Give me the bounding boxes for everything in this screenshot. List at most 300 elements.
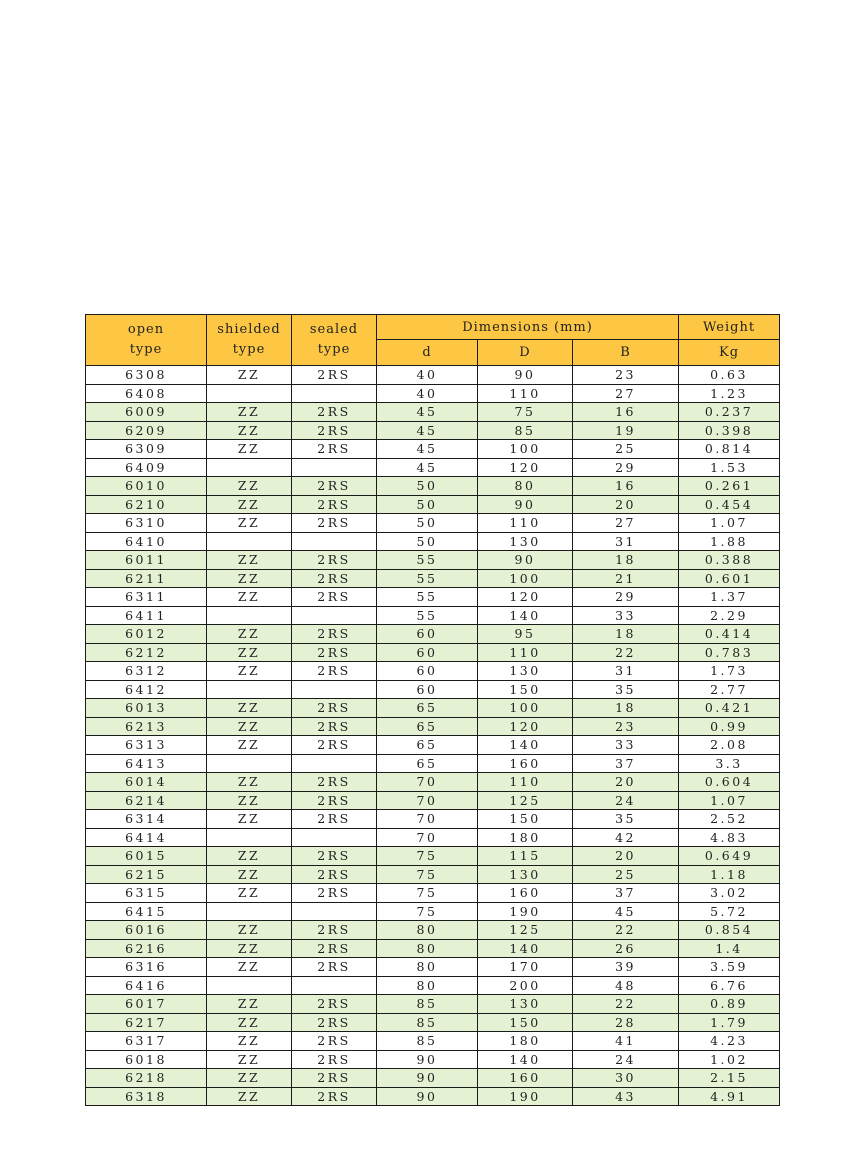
cell-sealed-type bbox=[292, 458, 377, 477]
table-body bbox=[86, 366, 780, 1106]
cell-sealed-type: 2RS bbox=[292, 958, 377, 977]
cell-open-type: 6012 bbox=[86, 625, 207, 644]
cell-open-type: 6018 bbox=[86, 1050, 207, 1069]
cell-inner-diameter: 55 bbox=[377, 606, 478, 625]
cell-weight: 4.91 bbox=[679, 1087, 780, 1106]
cell-shielded-type: ZZ bbox=[207, 847, 292, 866]
cell-width: 25 bbox=[573, 440, 679, 459]
cell-outer-diameter: 110 bbox=[478, 384, 573, 403]
cell-shielded-type: ZZ bbox=[207, 366, 292, 385]
cell-sealed-type: 2RS bbox=[292, 403, 377, 422]
cell-weight: 6.76 bbox=[679, 976, 780, 995]
table-header bbox=[86, 315, 780, 366]
header-sealed-type bbox=[292, 315, 377, 366]
cell-weight: 0.99 bbox=[679, 717, 780, 736]
cell-outer-diameter: 140 bbox=[478, 939, 573, 958]
bearing-spec-table bbox=[85, 314, 780, 1106]
cell-open-type: 6314 bbox=[86, 810, 207, 829]
cell-open-type: 6410 bbox=[86, 532, 207, 551]
table-row bbox=[86, 902, 780, 921]
cell-sealed-type bbox=[292, 754, 377, 773]
cell-inner-diameter: 60 bbox=[377, 662, 478, 681]
cell-shielded-type: ZZ bbox=[207, 662, 292, 681]
cell-inner-diameter: 75 bbox=[377, 902, 478, 921]
cell-outer-diameter: 180 bbox=[478, 1032, 573, 1051]
cell-inner-diameter: 80 bbox=[377, 921, 478, 940]
cell-inner-diameter: 50 bbox=[377, 514, 478, 533]
cell-open-type: 6409 bbox=[86, 458, 207, 477]
cell-weight: 2.52 bbox=[679, 810, 780, 829]
cell-shielded-type: ZZ bbox=[207, 995, 292, 1014]
cell-sealed-type: 2RS bbox=[292, 921, 377, 940]
cell-outer-diameter: 150 bbox=[478, 680, 573, 699]
cell-outer-diameter: 120 bbox=[478, 588, 573, 607]
cell-inner-diameter: 60 bbox=[377, 680, 478, 699]
cell-shielded-type: ZZ bbox=[207, 736, 292, 755]
table-row bbox=[86, 1087, 780, 1106]
cell-sealed-type: 2RS bbox=[292, 421, 377, 440]
table-row bbox=[86, 736, 780, 755]
cell-width: 23 bbox=[573, 717, 679, 736]
table-row bbox=[86, 384, 780, 403]
cell-inner-diameter: 40 bbox=[377, 384, 478, 403]
table-row bbox=[86, 662, 780, 681]
cell-open-type: 6215 bbox=[86, 865, 207, 884]
cell-weight: 0.421 bbox=[679, 699, 780, 718]
cell-shielded-type bbox=[207, 532, 292, 551]
cell-width: 31 bbox=[573, 532, 679, 551]
table-row bbox=[86, 865, 780, 884]
table-row bbox=[86, 532, 780, 551]
cell-open-type: 6313 bbox=[86, 736, 207, 755]
cell-weight: 0.783 bbox=[679, 643, 780, 662]
cell-width: 18 bbox=[573, 699, 679, 718]
cell-sealed-type bbox=[292, 606, 377, 625]
cell-shielded-type: ZZ bbox=[207, 569, 292, 588]
header-d-outer: D bbox=[478, 340, 573, 366]
table-row bbox=[86, 366, 780, 385]
cell-weight: 0.649 bbox=[679, 847, 780, 866]
cell-shielded-type bbox=[207, 384, 292, 403]
cell-width: 41 bbox=[573, 1032, 679, 1051]
cell-sealed-type: 2RS bbox=[292, 1013, 377, 1032]
cell-inner-diameter: 70 bbox=[377, 773, 478, 792]
cell-outer-diameter: 150 bbox=[478, 1013, 573, 1032]
cell-inner-diameter: 45 bbox=[377, 403, 478, 422]
cell-weight: 4.83 bbox=[679, 828, 780, 847]
table-row bbox=[86, 921, 780, 940]
table-row bbox=[86, 1050, 780, 1069]
cell-inner-diameter: 70 bbox=[377, 791, 478, 810]
cell-outer-diameter: 130 bbox=[478, 532, 573, 551]
header-row-top bbox=[86, 315, 780, 340]
cell-width: 24 bbox=[573, 1050, 679, 1069]
cell-inner-diameter: 85 bbox=[377, 1013, 478, 1032]
cell-width: 39 bbox=[573, 958, 679, 977]
cell-width: 24 bbox=[573, 791, 679, 810]
cell-open-type: 6009 bbox=[86, 403, 207, 422]
cell-width: 22 bbox=[573, 921, 679, 940]
cell-inner-diameter: 85 bbox=[377, 1032, 478, 1051]
table-row bbox=[86, 995, 780, 1014]
cell-open-type: 6010 bbox=[86, 477, 207, 496]
cell-shielded-type bbox=[207, 754, 292, 773]
cell-shielded-type: ZZ bbox=[207, 1069, 292, 1088]
cell-outer-diameter: 180 bbox=[478, 828, 573, 847]
cell-open-type: 6209 bbox=[86, 421, 207, 440]
cell-width: 25 bbox=[573, 865, 679, 884]
cell-outer-diameter: 110 bbox=[478, 773, 573, 792]
header-d-inner: d bbox=[377, 340, 478, 366]
cell-outer-diameter: 160 bbox=[478, 1069, 573, 1088]
cell-sealed-type: 2RS bbox=[292, 477, 377, 496]
cell-width: 29 bbox=[573, 458, 679, 477]
table-row bbox=[86, 754, 780, 773]
cell-sealed-type: 2RS bbox=[292, 773, 377, 792]
header-weight-unit: Kg bbox=[679, 340, 780, 366]
cell-open-type: 6415 bbox=[86, 902, 207, 921]
cell-weight: 0.604 bbox=[679, 773, 780, 792]
table-row bbox=[86, 1032, 780, 1051]
cell-weight: 4.23 bbox=[679, 1032, 780, 1051]
cell-weight: 5.72 bbox=[679, 902, 780, 921]
cell-outer-diameter: 75 bbox=[478, 403, 573, 422]
cell-inner-diameter: 90 bbox=[377, 1087, 478, 1106]
table-row bbox=[86, 458, 780, 477]
cell-sealed-type: 2RS bbox=[292, 588, 377, 607]
cell-width: 29 bbox=[573, 588, 679, 607]
cell-shielded-type: ZZ bbox=[207, 421, 292, 440]
cell-weight: 1.23 bbox=[679, 384, 780, 403]
cell-inner-diameter: 50 bbox=[377, 532, 478, 551]
cell-shielded-type: ZZ bbox=[207, 958, 292, 977]
cell-weight: 1.53 bbox=[679, 458, 780, 477]
cell-open-type: 6217 bbox=[86, 1013, 207, 1032]
cell-open-type: 6214 bbox=[86, 791, 207, 810]
cell-inner-diameter: 55 bbox=[377, 569, 478, 588]
cell-open-type: 6308 bbox=[86, 366, 207, 385]
cell-sealed-type: 2RS bbox=[292, 514, 377, 533]
cell-outer-diameter: 120 bbox=[478, 458, 573, 477]
cell-weight: 1.18 bbox=[679, 865, 780, 884]
cell-open-type: 6414 bbox=[86, 828, 207, 847]
cell-width: 42 bbox=[573, 828, 679, 847]
cell-width: 27 bbox=[573, 384, 679, 403]
cell-width: 16 bbox=[573, 403, 679, 422]
cell-width: 45 bbox=[573, 902, 679, 921]
table-row bbox=[86, 495, 780, 514]
cell-sealed-type: 2RS bbox=[292, 995, 377, 1014]
cell-outer-diameter: 100 bbox=[478, 569, 573, 588]
cell-inner-diameter: 45 bbox=[377, 440, 478, 459]
cell-inner-diameter: 45 bbox=[377, 421, 478, 440]
cell-sealed-type: 2RS bbox=[292, 662, 377, 681]
cell-inner-diameter: 45 bbox=[377, 458, 478, 477]
cell-outer-diameter: 125 bbox=[478, 921, 573, 940]
cell-outer-diameter: 140 bbox=[478, 736, 573, 755]
cell-width: 18 bbox=[573, 625, 679, 644]
cell-sealed-type: 2RS bbox=[292, 625, 377, 644]
cell-outer-diameter: 130 bbox=[478, 865, 573, 884]
cell-weight: 1.73 bbox=[679, 662, 780, 681]
header-open-type bbox=[86, 315, 207, 366]
cell-open-type: 6218 bbox=[86, 1069, 207, 1088]
table-row bbox=[86, 643, 780, 662]
cell-sealed-type: 2RS bbox=[292, 736, 377, 755]
cell-sealed-type: 2RS bbox=[292, 810, 377, 829]
cell-open-type: 6216 bbox=[86, 939, 207, 958]
cell-shielded-type bbox=[207, 606, 292, 625]
cell-outer-diameter: 130 bbox=[478, 995, 573, 1014]
cell-shielded-type bbox=[207, 902, 292, 921]
cell-shielded-type: ZZ bbox=[207, 939, 292, 958]
cell-open-type: 6212 bbox=[86, 643, 207, 662]
cell-open-type: 6014 bbox=[86, 773, 207, 792]
cell-outer-diameter: 90 bbox=[478, 551, 573, 570]
cell-outer-diameter: 140 bbox=[478, 1050, 573, 1069]
cell-shielded-type: ZZ bbox=[207, 514, 292, 533]
cell-open-type: 6016 bbox=[86, 921, 207, 940]
cell-inner-diameter: 65 bbox=[377, 754, 478, 773]
cell-shielded-type: ZZ bbox=[207, 699, 292, 718]
cell-open-type: 6312 bbox=[86, 662, 207, 681]
cell-outer-diameter: 125 bbox=[478, 791, 573, 810]
cell-sealed-type: 2RS bbox=[292, 440, 377, 459]
cell-inner-diameter: 55 bbox=[377, 588, 478, 607]
cell-outer-diameter: 90 bbox=[478, 366, 573, 385]
cell-weight: 1.02 bbox=[679, 1050, 780, 1069]
cell-weight: 2.77 bbox=[679, 680, 780, 699]
table-row bbox=[86, 477, 780, 496]
cell-inner-diameter: 60 bbox=[377, 625, 478, 644]
cell-width: 20 bbox=[573, 773, 679, 792]
cell-sealed-type bbox=[292, 902, 377, 921]
cell-width: 31 bbox=[573, 662, 679, 681]
cell-width: 35 bbox=[573, 680, 679, 699]
cell-shielded-type bbox=[207, 976, 292, 995]
cell-sealed-type bbox=[292, 828, 377, 847]
cell-width: 20 bbox=[573, 495, 679, 514]
cell-sealed-type: 2RS bbox=[292, 699, 377, 718]
cell-width: 16 bbox=[573, 477, 679, 496]
cell-shielded-type: ZZ bbox=[207, 810, 292, 829]
cell-weight: 0.89 bbox=[679, 995, 780, 1014]
cell-sealed-type bbox=[292, 976, 377, 995]
cell-shielded-type: ZZ bbox=[207, 791, 292, 810]
cell-width: 23 bbox=[573, 366, 679, 385]
cell-open-type: 6017 bbox=[86, 995, 207, 1014]
cell-outer-diameter: 110 bbox=[478, 514, 573, 533]
cell-weight: 0.63 bbox=[679, 366, 780, 385]
cell-width: 22 bbox=[573, 643, 679, 662]
cell-inner-diameter: 65 bbox=[377, 699, 478, 718]
header-sealed-type-line2: type bbox=[317, 342, 351, 357]
cell-open-type: 6015 bbox=[86, 847, 207, 866]
cell-weight: 0.601 bbox=[679, 569, 780, 588]
cell-width: 30 bbox=[573, 1069, 679, 1088]
table-row bbox=[86, 588, 780, 607]
cell-inner-diameter: 80 bbox=[377, 939, 478, 958]
cell-sealed-type: 2RS bbox=[292, 847, 377, 866]
cell-outer-diameter: 80 bbox=[478, 477, 573, 496]
cell-inner-diameter: 65 bbox=[377, 717, 478, 736]
cell-inner-diameter: 40 bbox=[377, 366, 478, 385]
cell-sealed-type: 2RS bbox=[292, 495, 377, 514]
header-shielded-type-line1: shielded bbox=[217, 322, 281, 337]
cell-width: 43 bbox=[573, 1087, 679, 1106]
cell-weight: 0.388 bbox=[679, 551, 780, 570]
header-weight: Weight bbox=[679, 315, 780, 340]
cell-inner-diameter: 75 bbox=[377, 847, 478, 866]
cell-width: 35 bbox=[573, 810, 679, 829]
cell-width: 20 bbox=[573, 847, 679, 866]
cell-sealed-type: 2RS bbox=[292, 366, 377, 385]
cell-open-type: 6412 bbox=[86, 680, 207, 699]
table-row bbox=[86, 606, 780, 625]
table-row bbox=[86, 847, 780, 866]
cell-outer-diameter: 190 bbox=[478, 1087, 573, 1106]
cell-width: 37 bbox=[573, 754, 679, 773]
cell-sealed-type: 2RS bbox=[292, 1087, 377, 1106]
cell-shielded-type: ZZ bbox=[207, 588, 292, 607]
cell-weight: 1.37 bbox=[679, 588, 780, 607]
cell-open-type: 6011 bbox=[86, 551, 207, 570]
cell-outer-diameter: 95 bbox=[478, 625, 573, 644]
table-row bbox=[86, 1013, 780, 1032]
cell-sealed-type bbox=[292, 384, 377, 403]
cell-inner-diameter: 60 bbox=[377, 643, 478, 662]
cell-sealed-type: 2RS bbox=[292, 1069, 377, 1088]
cell-outer-diameter: 90 bbox=[478, 495, 573, 514]
cell-width: 18 bbox=[573, 551, 679, 570]
cell-open-type: 6211 bbox=[86, 569, 207, 588]
table-row bbox=[86, 625, 780, 644]
cell-inner-diameter: 55 bbox=[377, 551, 478, 570]
cell-shielded-type bbox=[207, 458, 292, 477]
cell-weight: 0.237 bbox=[679, 403, 780, 422]
cell-outer-diameter: 130 bbox=[478, 662, 573, 681]
cell-inner-diameter: 85 bbox=[377, 995, 478, 1014]
cell-shielded-type: ZZ bbox=[207, 495, 292, 514]
table-row bbox=[86, 440, 780, 459]
cell-open-type: 6413 bbox=[86, 754, 207, 773]
cell-weight: 3.3 bbox=[679, 754, 780, 773]
table-row bbox=[86, 773, 780, 792]
cell-outer-diameter: 100 bbox=[478, 440, 573, 459]
cell-outer-diameter: 170 bbox=[478, 958, 573, 977]
cell-outer-diameter: 115 bbox=[478, 847, 573, 866]
cell-open-type: 6411 bbox=[86, 606, 207, 625]
cell-width: 22 bbox=[573, 995, 679, 1014]
cell-width: 33 bbox=[573, 606, 679, 625]
cell-outer-diameter: 120 bbox=[478, 717, 573, 736]
cell-shielded-type: ZZ bbox=[207, 1013, 292, 1032]
table-row bbox=[86, 1069, 780, 1088]
cell-width: 21 bbox=[573, 569, 679, 588]
cell-shielded-type: ZZ bbox=[207, 717, 292, 736]
cell-sealed-type: 2RS bbox=[292, 939, 377, 958]
table-row bbox=[86, 403, 780, 422]
cell-weight: 0.854 bbox=[679, 921, 780, 940]
cell-outer-diameter: 160 bbox=[478, 754, 573, 773]
cell-shielded-type: ZZ bbox=[207, 625, 292, 644]
table-row bbox=[86, 884, 780, 903]
cell-weight: 1.4 bbox=[679, 939, 780, 958]
cell-shielded-type bbox=[207, 680, 292, 699]
cell-width: 27 bbox=[573, 514, 679, 533]
cell-sealed-type bbox=[292, 680, 377, 699]
cell-width: 48 bbox=[573, 976, 679, 995]
cell-outer-diameter: 190 bbox=[478, 902, 573, 921]
cell-inner-diameter: 75 bbox=[377, 884, 478, 903]
table-row bbox=[86, 421, 780, 440]
cell-shielded-type: ZZ bbox=[207, 403, 292, 422]
cell-weight: 0.414 bbox=[679, 625, 780, 644]
cell-sealed-type: 2RS bbox=[292, 791, 377, 810]
cell-width: 26 bbox=[573, 939, 679, 958]
cell-outer-diameter: 100 bbox=[478, 699, 573, 718]
cell-outer-diameter: 140 bbox=[478, 606, 573, 625]
cell-outer-diameter: 85 bbox=[478, 421, 573, 440]
cell-shielded-type: ZZ bbox=[207, 477, 292, 496]
cell-open-type: 6416 bbox=[86, 976, 207, 995]
cell-outer-diameter: 150 bbox=[478, 810, 573, 829]
cell-weight: 3.02 bbox=[679, 884, 780, 903]
cell-width: 37 bbox=[573, 884, 679, 903]
cell-weight: 0.398 bbox=[679, 421, 780, 440]
cell-weight: 2.29 bbox=[679, 606, 780, 625]
table-row bbox=[86, 514, 780, 533]
cell-weight: 1.07 bbox=[679, 514, 780, 533]
cell-weight: 1.79 bbox=[679, 1013, 780, 1032]
cell-width: 19 bbox=[573, 421, 679, 440]
cell-weight: 1.07 bbox=[679, 791, 780, 810]
cell-inner-diameter: 80 bbox=[377, 958, 478, 977]
cell-open-type: 6213 bbox=[86, 717, 207, 736]
header-dimensions: Dimensions (mm) bbox=[377, 315, 679, 340]
cell-weight: 0.261 bbox=[679, 477, 780, 496]
cell-sealed-type: 2RS bbox=[292, 865, 377, 884]
cell-weight: 0.454 bbox=[679, 495, 780, 514]
cell-sealed-type: 2RS bbox=[292, 1050, 377, 1069]
cell-inner-diameter: 75 bbox=[377, 865, 478, 884]
cell-inner-diameter: 70 bbox=[377, 828, 478, 847]
cell-weight: 2.08 bbox=[679, 736, 780, 755]
cell-sealed-type: 2RS bbox=[292, 884, 377, 903]
cell-sealed-type bbox=[292, 532, 377, 551]
cell-weight: 2.15 bbox=[679, 1069, 780, 1088]
cell-shielded-type: ZZ bbox=[207, 440, 292, 459]
cell-inner-diameter: 50 bbox=[377, 495, 478, 514]
table-row bbox=[86, 828, 780, 847]
cell-open-type: 6311 bbox=[86, 588, 207, 607]
cell-open-type: 6315 bbox=[86, 884, 207, 903]
cell-outer-diameter: 160 bbox=[478, 884, 573, 903]
table-row bbox=[86, 791, 780, 810]
cell-inner-diameter: 50 bbox=[377, 477, 478, 496]
cell-shielded-type: ZZ bbox=[207, 1032, 292, 1051]
cell-width: 28 bbox=[573, 1013, 679, 1032]
cell-shielded-type: ZZ bbox=[207, 1087, 292, 1106]
cell-inner-diameter: 90 bbox=[377, 1069, 478, 1088]
cell-shielded-type: ZZ bbox=[207, 884, 292, 903]
cell-sealed-type: 2RS bbox=[292, 551, 377, 570]
cell-shielded-type: ZZ bbox=[207, 551, 292, 570]
cell-shielded-type: ZZ bbox=[207, 643, 292, 662]
cell-inner-diameter: 80 bbox=[377, 976, 478, 995]
table-row bbox=[86, 699, 780, 718]
cell-sealed-type: 2RS bbox=[292, 717, 377, 736]
